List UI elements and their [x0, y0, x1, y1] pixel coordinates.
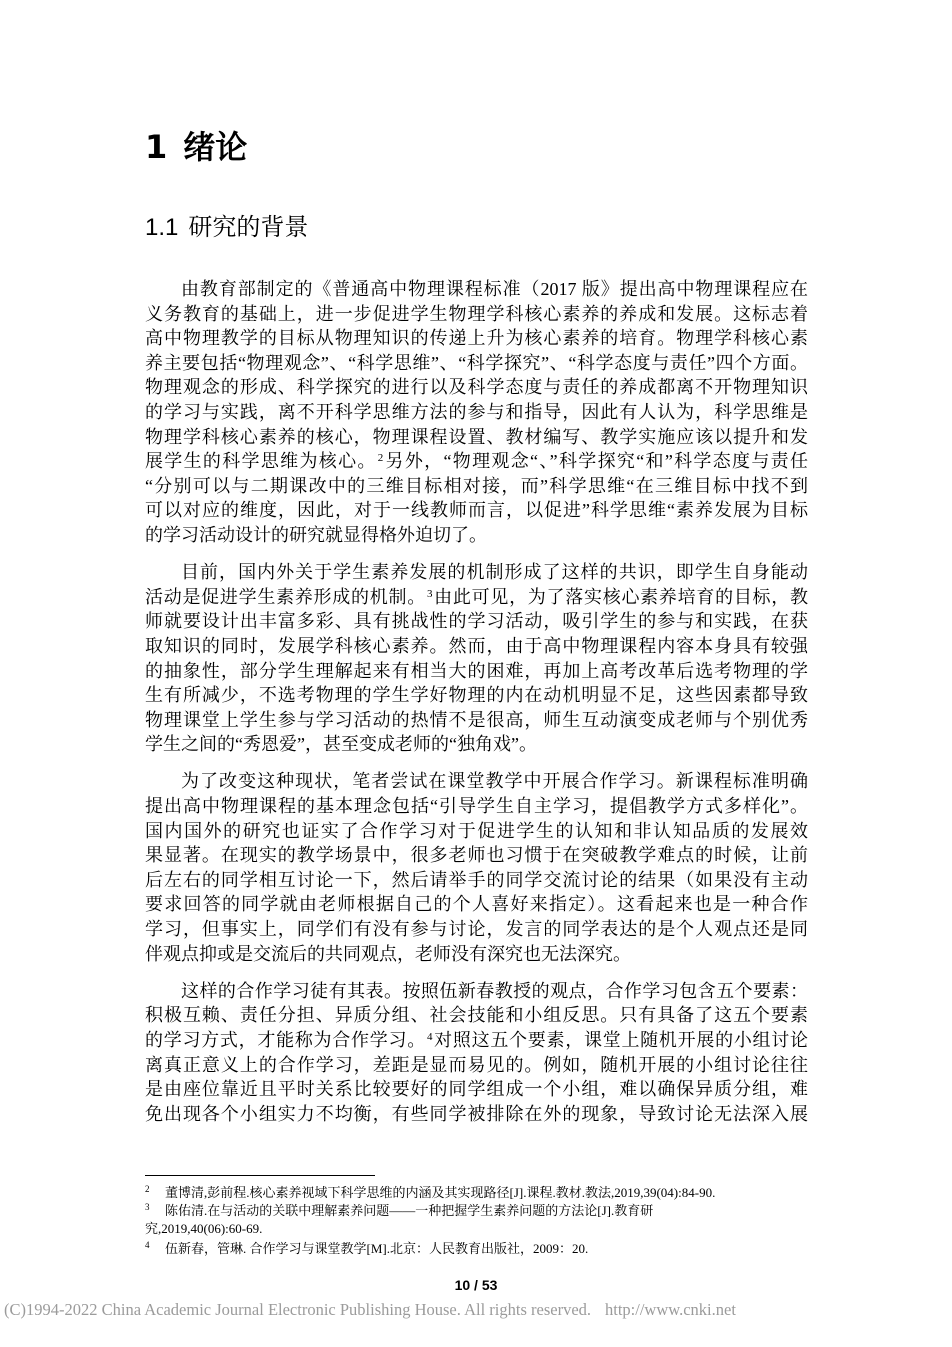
- body-text-line: [145, 449, 808, 474]
- body-paragraph: [145, 560, 808, 757]
- body-text-segment: 对照这五个要素，课堂上随机开展的小组讨论: [433, 1030, 809, 1050]
- footnote-text: 伍新春，管琳. 合作学习与课堂教学[M].北京：人民教育出版社，2009：20.: [165, 1241, 589, 1256]
- body-text-segment: 的学习方式，才能称为合作学习。: [145, 1030, 426, 1050]
- footnote: [145, 1184, 808, 1202]
- footnote-text: 董博清,彭前程.核心素养视域下科学思维的内涵及其实现路径[J].课程.教材.教法,2019,39(04):84-90.: [165, 1185, 716, 1200]
- body-text-line: 的抽象性，部分学生理解起来有相当大的困难，再加上高考改革后选考物理的学: [145, 660, 808, 681]
- body-text-line: 高中物理教学的目标从物理知识的传递上升为核心素养的培育。物理学科核心素: [145, 328, 808, 349]
- body-text-line: 由教育部制定的《普通高中物理课程标准（2017 版》提出高中物理课程应在: [181, 279, 808, 299]
- footnote-text: 陈佑清.在与活动的关联中理解素养问题——一种把握学生素养问题的方法论[J].教育研: [165, 1203, 654, 1218]
- watermark: [4, 1300, 736, 1320]
- body-text-line: 积极互赖、责任分担、异质分组、社会技能和小组反思。只有具备了这五个要素: [145, 1005, 808, 1026]
- body-text: [145, 277, 808, 1139]
- footnote-separator: [145, 1175, 375, 1176]
- footnote-reference: 4: [426, 1031, 433, 1043]
- copyright-notice: (C)1994-2022 China Academic Journal Electronic Publishing House. All rights reserved.: [4, 1300, 592, 1319]
- body-text-line: 后左右的同学相互讨论一下，然后请举手的同学交流讨论的结果（如果没有主动: [145, 869, 808, 890]
- body-text-line: 目前，国内外关于学生素养发展的机制形成了这样的共识，即学生自身能动: [181, 562, 808, 583]
- footnote-line: [145, 1202, 808, 1220]
- body-text-line: “分别可以与二期课改中的三维目标相对接，而”科学思维“在三维目标中找不到: [145, 475, 808, 496]
- body-text-line: 养主要包括“物理观念”、“科学思维”、“科学探究”、“科学态度与责任”四个方面。: [145, 352, 808, 373]
- body-paragraph: [145, 979, 808, 1127]
- page-number: 10 / 53: [454, 1277, 498, 1293]
- body-text-line: 物理观念的形成、科学探究的进行以及科学态度与责任的养成都离不开物理知识: [145, 377, 808, 398]
- body-text-line: 提出高中物理课程的基本理念包括“引导学生自主学习，提倡教学方式多样化”。: [145, 796, 808, 817]
- body-paragraph: [145, 769, 808, 966]
- footnote-mark: 4: [145, 1240, 150, 1250]
- footnote-mark: 2: [145, 1184, 150, 1194]
- body-text-line: 义务教育的基础上，进一步促进学生物理学科核心素养的养成和发展。这标志着: [145, 303, 808, 324]
- footnote-reference: 3: [426, 587, 433, 600]
- footnote-mark: 3: [145, 1202, 150, 1212]
- body-text-segment: 由此可见，为了落实核心素养培育的目标，教: [433, 586, 809, 607]
- body-text-line: 为了改变这种现状，笔者尝试在课堂教学中开展合作学习。新课程标准明确: [181, 771, 808, 792]
- footnote-text: 究,2019,40(06):60-69.: [145, 1221, 263, 1236]
- chapter-number: 1: [145, 128, 168, 166]
- body-paragraph: [145, 277, 808, 548]
- body-text-line: 要求回答的同学就由老师根据自己的个人喜好来指定）。这看起来也是一种合作: [145, 894, 808, 915]
- body-text-segment: 展学生的科学思维为核心。: [145, 451, 377, 472]
- body-text-segment: 活动是促进学生素养形成的机制。: [145, 586, 426, 607]
- section-heading-text: 研究的背景: [188, 214, 309, 241]
- body-text-line: 取知识的同时，发展学科核心素养。然而，由于高中物理课程内容本身具有较强: [145, 635, 808, 656]
- section-number: 1.1: [145, 214, 179, 241]
- footnotes: [145, 1184, 808, 1258]
- body-text-line: 物理课堂上学生参与学习活动的热情不是很高，师生互动演变成老师与个别优秀: [145, 709, 808, 730]
- body-text-line: 免出现各个小组实力不均衡，有些同学被排除在外的现象，导致讨论无法深入展: [145, 1103, 808, 1124]
- footnote-line: [145, 1240, 808, 1258]
- body-text-line: 的学习活动设计的研究就显得格外迫切了。: [145, 524, 487, 545]
- body-text-line: 是由座位靠近且平时关系比较要好的同学组成一个小组，难以确保异质分组，难: [145, 1079, 808, 1100]
- body-text-line: 的学习与实践，离不开科学思维方法的参与和指导，因此有人认为，科学思维是: [145, 401, 808, 422]
- body-text-line: 这样的合作学习徒有其表。按照伍新春教授的观点，合作学习包含五个要素：: [181, 980, 808, 1001]
- chapter-title: [145, 125, 247, 169]
- footnote: [145, 1202, 808, 1238]
- footnote-reference: 2: [377, 452, 384, 465]
- body-text-line: 国内国外的研究也证实了合作学习对于促进学生的认知和非认知品质的发展效: [145, 820, 808, 841]
- body-text-line: 离真正意义上的合作学习，差距是显而易见的。例如，随机开展的小组讨论往往: [145, 1054, 808, 1075]
- body-text-line: 学习，但事实上，同学们有没有参与讨论，发言的同学表达的是个人观点还是同: [145, 919, 808, 940]
- chapter-title-text: 绪论: [183, 128, 248, 166]
- body-text-line: 师就要设计出丰富多彩、具有挑战性的学习活动，吸引学生的参与和实践，在获: [145, 611, 808, 632]
- footnote-line: [145, 1184, 808, 1202]
- body-text-line: 物理学科核心素养的核心，物理课程设置、教材编写、教学实施应该以提升和发: [145, 426, 808, 447]
- footnote: [145, 1240, 808, 1258]
- body-text-line: 果显著。在现实的教学场景中，很多老师也习惯于在突破教学难点的时候，让前: [145, 845, 808, 866]
- body-text-segment: 另外，“物理观念“、”科学探究“和”科学态度与责任: [384, 451, 808, 472]
- body-text-line: 伴观点抑或是交流后的共同观点，老师没有深究也无法深究。: [145, 943, 631, 964]
- footnote-line: [145, 1220, 808, 1238]
- watermark-url: http://www.cnki.net: [605, 1300, 736, 1319]
- body-text-line: [145, 1028, 808, 1053]
- body-text-line: 可以对应的维度，因此，对于一线教师而言，以促进”科学思维“素养发展为目标: [145, 500, 808, 521]
- body-text-line: 学生之间的“秀恩爱”，甚至变成老师的“独角戏”。: [145, 734, 537, 755]
- section-heading: [145, 212, 308, 244]
- body-text-line: [145, 585, 808, 610]
- body-text-line: 生有所减少，不选考物理的学生学好物理的内在动机明显不足，这些因素都导致: [145, 685, 808, 706]
